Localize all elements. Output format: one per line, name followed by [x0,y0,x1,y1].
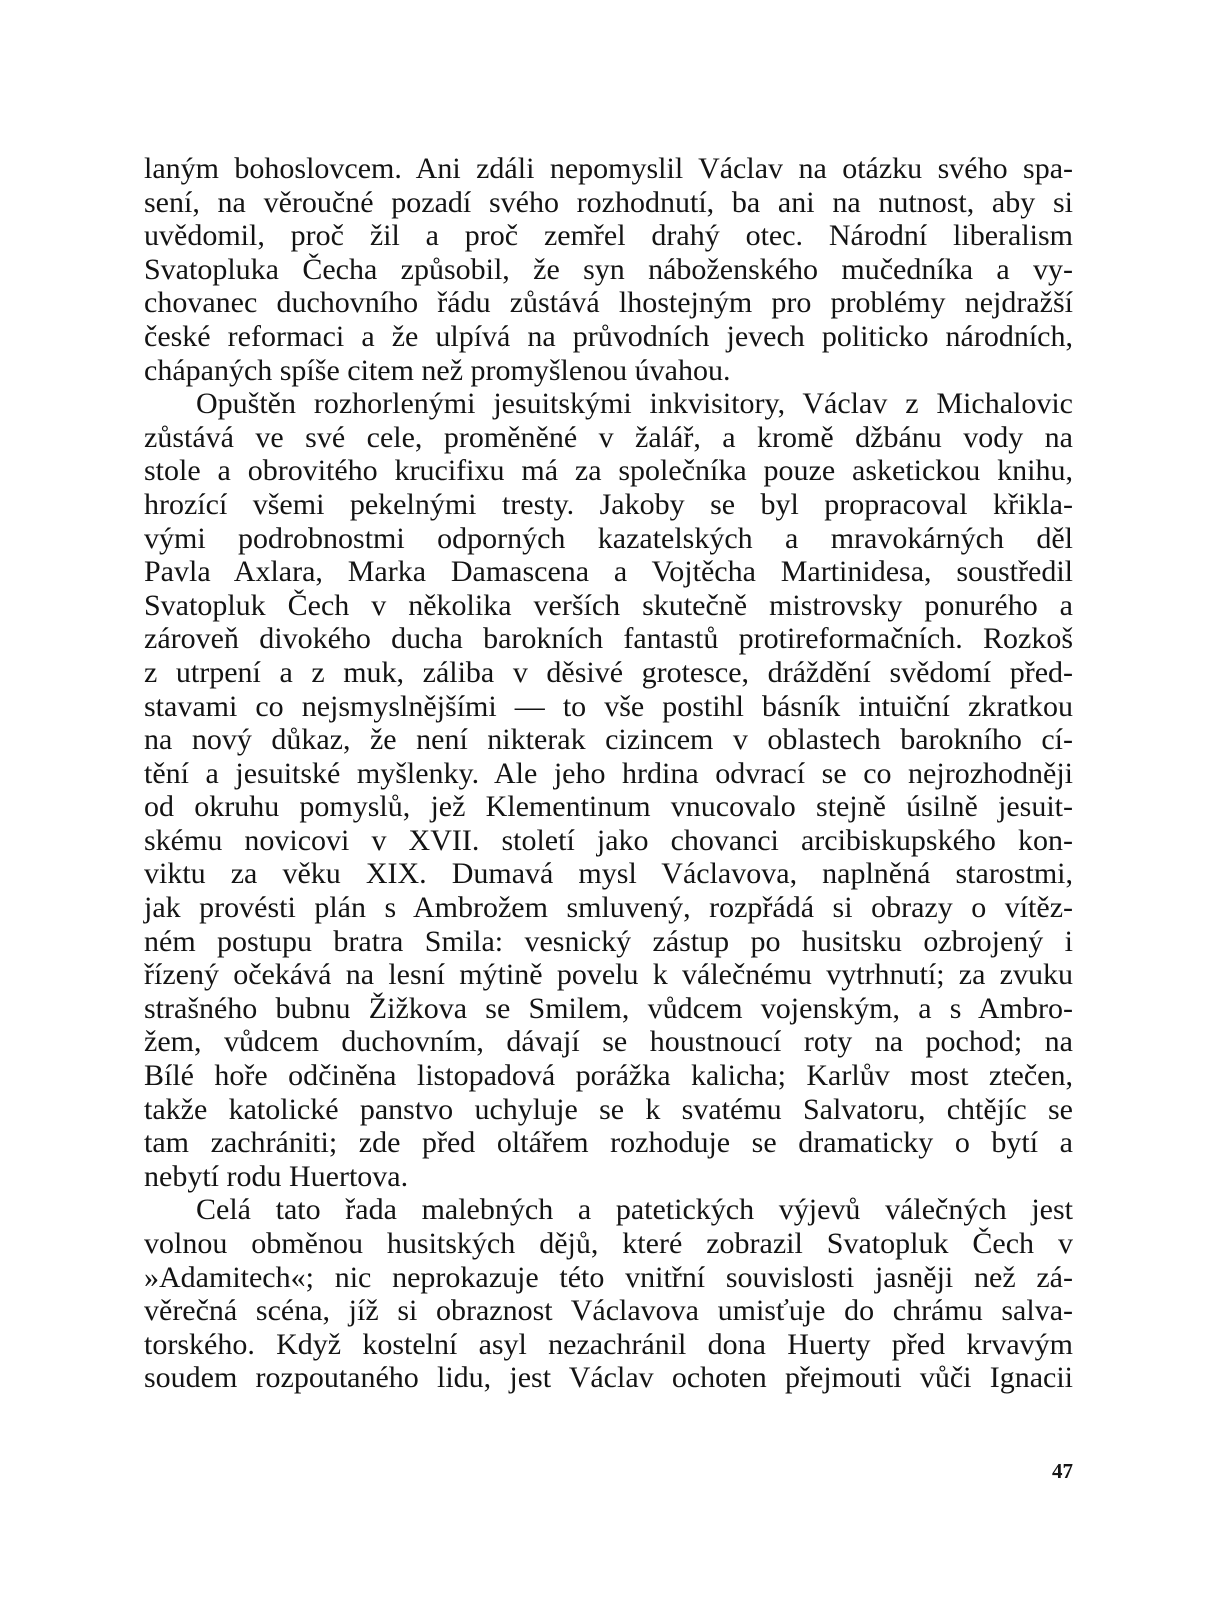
text-line: zároveň divokého ducha barokních fantastů protireformačních. Rozkoš [144,622,1073,656]
text-line: řízený očekává na lesní mýtině povelu k válečnému vytrhnutí; za zvuku [144,958,1073,992]
text-line: žem, vůdcem duchovním, dávají se houstnoucí roty na pochod; na [144,1025,1073,1059]
text-line: uvědomil, proč žil a proč zemřel drahý otec. Národní liberalism [144,219,1073,253]
text-line-paragraph-end: nebytí rodu Huertova. [144,1159,409,1193]
text-line: Svatopluka Čecha způsobil, že syn náboženského mučedníka a vy- [144,252,1073,286]
text-line-paragraph-end: chápaných spíše citem než promyšlenou úvahou. [144,353,731,387]
text-line: torského. Když kostelní asyl nezachránil dona Huerty před krvavým [144,1327,1073,1361]
text-line-paragraph-start: Celá tato řada malebných a patetických výjevů válečných jest [196,1193,1073,1227]
text-line: strašného bubnu Žižkova se Smilem, vůdcem vojenským, a s Ambro- [144,991,1073,1025]
text-line: stole a obrovitého krucifixu má za společníka pouze asketickou knihu, [144,454,1073,488]
text-line: chovanec duchovního řádu zůstává lhostejným pro problémy nejdražší [144,286,1073,320]
text-line: stavami co nejsmyslnějšími — to vše postihl básník intuiční zkratkou [144,689,1073,723]
text-line: viktu za věku XIX. Dumavá mysl Václavova, naplněná starostmi, [144,857,1073,891]
text-line: skému novicovi v XVII. století jako chovanci arcibiskupského kon- [144,823,1073,857]
text-line: hrozící všemi pekelnými tresty. Jakoby se byl propracoval křikla- [144,487,1073,521]
text-line: české reformaci a že ulpívá na průvodních jevech politicko národních, [144,319,1073,353]
text-line: sení, na věroučné pozadí svého rozhodnutí, ba ani na nutnost, aby si [144,185,1073,219]
text-line: volnou obměnou husitských dějů, které zobrazil Svatopluk Čech v [144,1227,1073,1260]
text-line: Bílé hoře odčiněna listopadová porážka kalicha; Karlův most ztečen, [144,1059,1073,1093]
text-line: zůstává ve své cele, proměněné v žalář, a kromě džbánu vody na [144,420,1073,454]
text-line: ném postupu bratra Smila: vesnický zástup po husitsku ozbrojený i [144,924,1073,958]
text-line: tění a jesuitské myšlenky. Ale jeho hrdina odvrací se co nejrozhodněji [144,756,1073,790]
text-line-paragraph-start: Opuštěn rozhorlenými jesuitskými inkvisitory, Václav z Michalovic [196,387,1073,421]
text-line: jak provésti plán s Ambrožem smluvený, rozpřádá si obrazy o vítěz- [144,891,1073,925]
text-line: tam zachrániti; zde před oltářem rozhoduje se dramaticky o bytí a [144,1126,1073,1160]
text-line: Svatopluk Čech v několika verších skutečně mistrovsky ponurého a [144,588,1073,622]
text-line: na nový důkaz, že není nikterak cizincem v oblastech barokního cí- [144,723,1073,757]
page-number: 47 [1052,1459,1073,1483]
text-line: vými podrobnostmi odporných kazatelských a mravokárných děl [144,521,1073,555]
body-text [144,152,1073,1395]
text-line: od okruhu pomyslů, jež Klementinum vnucovalo stejně úsilně jesuit- [144,790,1073,824]
text-line: »Adamitech«; nic neprokazuje této vnitřní souvislosti jasněji než zá- [144,1260,1073,1294]
text-line: z utrpení a z muk, záliba v děsivé grotesce, dráždění svědomí před- [144,655,1073,689]
text-line: takže katolické panstvo uchyluje se k svatému Salvatoru, chtějíc se [144,1092,1073,1126]
text-line: věrečná scéna, jíž si obraznost Václavova umisťuje do chrámu salva- [144,1294,1073,1328]
text-line: soudem rozpoutaného lidu, jest Václav ochoten přejmouti vůči Ignacii [144,1361,1073,1395]
text-line: Pavla Axlara, Marka Damascena a Vojtěcha Martinidesa, soustředil [144,555,1073,589]
text-line: laným bohoslovcem. Ani zdáli nepomyslil Václav na otázku svého spa- [144,152,1073,185]
